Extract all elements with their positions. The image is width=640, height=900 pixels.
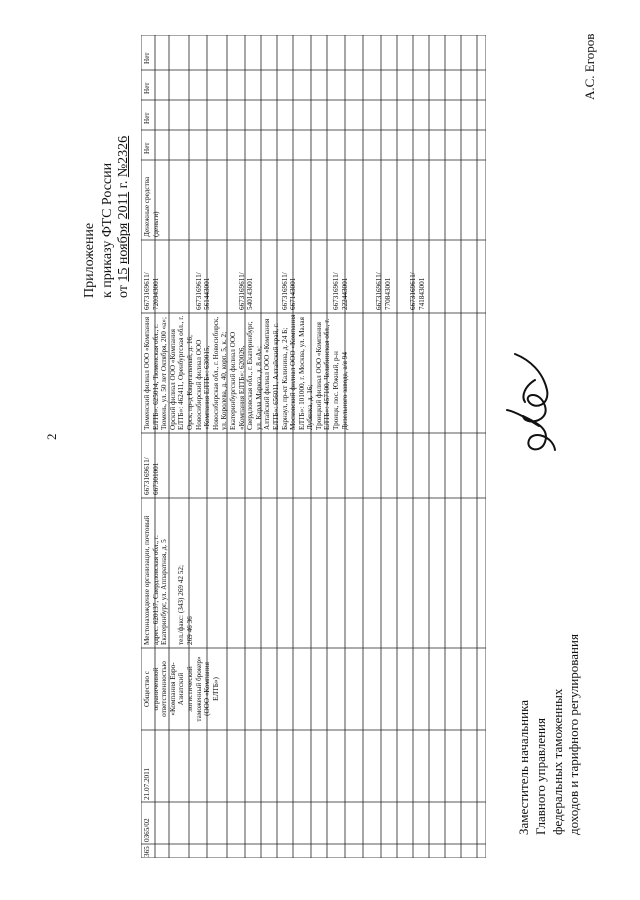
appendix-order-date xyxy=(116,136,132,298)
cell-col13: Нет xyxy=(143,52,151,64)
signature-title-line1: Заместитель начальника xyxy=(516,700,531,835)
signer-name: А.С. Егоров xyxy=(582,33,597,100)
table-grid xyxy=(141,35,486,858)
date-month: ноября xyxy=(116,222,131,265)
cell-date: 21.07.2011 xyxy=(143,767,151,800)
cell-reg-number: 0365/02 xyxy=(143,818,151,842)
appendix-title: Приложение xyxy=(82,222,97,298)
handwritten-signature xyxy=(495,350,565,460)
cell-branches: Тюменский филиал ООО «Компания ЕЛТБ»: 625014, Тюменская обл., г. Тюмень, ул. 50 лет Октября, 200 «а»; Орский филиал ООО «Компания ЕЛТБ»: 462411, Оренбургская обл., г. Орск, пр-д Квартальный, д. 16; Новосибирский филиал ООО «Компания ЕЛТБ»: 630015, Новосибирская обл., г. Новосибирск, ул. Королева, д. 40, корп. 5, к. 2; Екатеринбургский филиал ООО «Компания ЕЛТБ»: 620026, Свердловская обл., г. Екатеринбург, ул. Карла Маркса, д. 8 «А»; Алтайский филиал ООО «Компания ЕЛТБ»: 656011, Алтайский край, г. Барнаул, пр-кт Калинина, д. 24 Б; Московский филиал ООО «Компания ЕЛТБ»: 101000, г. Москва, ул. Малая Лубянка, д. 16; Троицкий филиал ООО «Компания ЕЛТБ»: 457100, Челябинская обл., г. Троицк, пос. Южный, р-н Дизельного завода, а/я 94 xyxy=(143,314,349,430)
cell-col10: Нет xyxy=(143,142,151,154)
cell-location: Местонахождение организации, почтовый адрес: 620137, Свердловская обл., г. Екатеринбург, ул. Аппаратная, д. 5 тел./факс: (343) 269 42 52; 269 46 36 xyxy=(143,515,194,645)
date-day: 15 xyxy=(116,267,131,282)
cell-col11: Нет xyxy=(143,112,151,124)
signature-title-line3: федеральных таможенных xyxy=(550,688,565,835)
appendix-order-ref: к приказу ФТС России xyxy=(100,162,115,298)
cell-branch-inn: 6673169611/ 720343001 6673169611/ 561443001 6673169611/ 540143001 6673169611/ 667143001 6673169611/ 222443001 6673169611/ 770843001 6673169611/ 741843001 xyxy=(143,272,426,310)
registry-table xyxy=(141,35,486,858)
cell-row-number: 365 xyxy=(143,846,151,857)
order-number: №2326 xyxy=(116,135,131,178)
signature-title-line4: доходов и тарифного регулирования xyxy=(566,634,581,835)
date-year-suffix: г. xyxy=(116,180,131,189)
cell-inn-kpp: 6673169611/ 667301001 xyxy=(143,457,160,495)
cell-org-name: Общество с ограниченной ответственностью «Компания Евро-Азиатский логистический таможенный брокер» (ООО «Компания ЕЛТБ») xyxy=(143,656,220,722)
signature-title-line2: Главного управления xyxy=(533,718,548,835)
cell-col12: Нет xyxy=(143,82,151,94)
cell-security-type: Денежные средства (деньги) xyxy=(143,176,160,237)
date-prefix: от xyxy=(116,285,131,298)
page-number: 2 xyxy=(44,433,59,440)
date-year: 2011 xyxy=(116,191,131,220)
